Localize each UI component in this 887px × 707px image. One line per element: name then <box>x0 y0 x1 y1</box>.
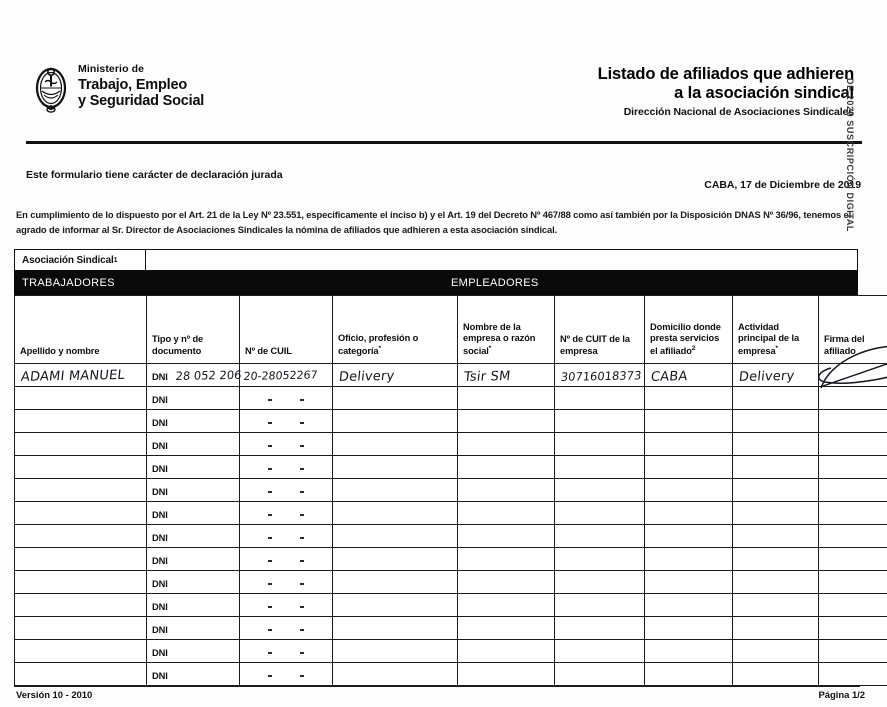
column-header-empresa <box>458 296 555 364</box>
column-header-firma <box>819 296 887 364</box>
column-header-label: Nº de CUIT de la empresa <box>560 334 630 356</box>
cuil-separator-marks <box>240 606 332 608</box>
cell-domicilio[interactable] <box>645 548 733 571</box>
cell-actividad[interactable] <box>733 410 819 433</box>
ministry-line-1: Ministerio de <box>78 63 145 76</box>
cell-firma[interactable] <box>819 594 887 617</box>
cell-firma[interactable] <box>819 640 887 663</box>
column-header-label: Nº de CUIL <box>245 345 292 356</box>
table-row <box>15 617 887 640</box>
cuil-separator-marks <box>240 422 332 424</box>
handwritten-empresa: Tsir SM <box>463 368 512 385</box>
cuil-separator-marks <box>240 583 332 585</box>
column-header-cuit <box>555 296 645 364</box>
document-type-prefix: DNI <box>152 395 168 405</box>
table-row <box>15 433 887 456</box>
argentina-coat-of-arms-icon <box>33 60 69 114</box>
table-row <box>15 525 887 548</box>
footer-version: Versión 10 - 2010 <box>16 690 93 701</box>
cell-cuil[interactable] <box>240 617 333 640</box>
column-header-label: Nombre de la empresa o razón social <box>463 321 536 356</box>
cell-domicilio[interactable] <box>645 433 733 456</box>
handwritten-apellido_nombre: ADAMI MANUEL <box>20 367 126 385</box>
handwritten-cuil: 20-28052267 <box>243 368 319 383</box>
cell-actividad[interactable] <box>733 640 819 663</box>
document-type-prefix: DNI <box>152 602 168 612</box>
cell-tipo_documento[interactable] <box>147 571 240 594</box>
header-divider <box>26 141 862 144</box>
cell-empresa[interactable] <box>458 617 555 640</box>
cell-actividad[interactable] <box>733 456 819 479</box>
cell-domicilio[interactable] <box>645 364 733 387</box>
cell-apellido_nombre[interactable] <box>15 594 147 617</box>
cell-domicilio[interactable] <box>645 571 733 594</box>
cell-domicilio[interactable] <box>645 640 733 663</box>
cell-oficio[interactable] <box>333 433 458 456</box>
cell-empresa[interactable] <box>458 525 555 548</box>
cell-cuit[interactable] <box>555 571 645 594</box>
cell-tipo_documento[interactable] <box>147 617 240 640</box>
cell-actividad[interactable] <box>733 387 819 410</box>
column-header-apellido_nombre <box>15 296 147 364</box>
cell-apellido_nombre[interactable] <box>15 525 147 548</box>
cell-firma[interactable] <box>819 502 887 525</box>
ministry-logo-block <box>33 60 204 114</box>
cell-actividad[interactable] <box>733 548 819 571</box>
cell-cuil[interactable] <box>240 502 333 525</box>
column-header-footnote: * <box>488 344 492 352</box>
cell-oficio[interactable] <box>333 479 458 502</box>
table-row <box>15 663 887 686</box>
cell-empresa[interactable] <box>458 456 555 479</box>
cell-firma[interactable] <box>819 571 887 594</box>
cell-domicilio[interactable] <box>645 502 733 525</box>
cell-oficio[interactable] <box>333 571 458 594</box>
cell-oficio[interactable] <box>333 617 458 640</box>
cuil-separator-marks <box>240 399 332 401</box>
cuil-separator-marks <box>240 491 332 493</box>
document-type-prefix: DNI <box>152 579 168 589</box>
cell-domicilio[interactable] <box>645 594 733 617</box>
cell-cuit[interactable] <box>555 525 645 548</box>
cell-apellido_nombre[interactable] <box>15 502 147 525</box>
affiliates-table <box>14 295 887 686</box>
table-row <box>15 502 887 525</box>
cell-oficio[interactable] <box>333 410 458 433</box>
column-header-label: Actividad principal de la empresa <box>738 321 800 356</box>
footer-divider <box>14 685 860 687</box>
cell-tipo_documento[interactable] <box>147 364 243 387</box>
cell-tipo_documento[interactable] <box>147 548 240 571</box>
cell-oficio[interactable] <box>333 502 458 525</box>
cell-apellido_nombre[interactable] <box>15 364 147 387</box>
cell-apellido_nombre[interactable] <box>15 387 147 410</box>
cell-cuil[interactable] <box>240 479 333 502</box>
cell-tipo_documento[interactable] <box>147 663 240 686</box>
cell-oficio[interactable] <box>333 663 458 686</box>
document-type-prefix: DNI <box>152 372 168 382</box>
cell-cuit[interactable] <box>555 364 645 387</box>
association-label-text: Asociación Sindical <box>22 254 114 266</box>
column-header-label: Domicilio donde presta servicios el afiliado <box>650 321 721 356</box>
column-header-oficio <box>333 296 458 364</box>
cell-firma[interactable] <box>819 663 887 686</box>
cell-domicilio[interactable] <box>645 663 733 686</box>
cuil-separator-marks <box>240 514 332 516</box>
cell-empresa[interactable] <box>458 502 555 525</box>
cell-empresa[interactable] <box>458 594 555 617</box>
cell-domicilio[interactable] <box>645 387 733 410</box>
cell-domicilio[interactable] <box>645 525 733 548</box>
ministry-line-2: Trabajo, Empleo <box>78 76 187 93</box>
cell-empresa[interactable] <box>458 387 555 410</box>
cell-cuil[interactable] <box>240 640 333 663</box>
cell-actividad[interactable] <box>733 617 819 640</box>
cell-empresa[interactable] <box>458 571 555 594</box>
cell-actividad[interactable] <box>733 594 819 617</box>
cell-actividad[interactable] <box>733 364 819 387</box>
document-type-prefix: DNI <box>152 441 168 451</box>
cell-cuit[interactable] <box>555 410 645 433</box>
cell-firma[interactable] <box>819 617 887 640</box>
document-title-block <box>598 65 854 118</box>
column-header-label: Tipo y nº de documento <box>152 334 204 356</box>
table-row <box>15 479 887 502</box>
page-title-line-1: Listado de afiliados que adhieren <box>597 65 854 83</box>
cell-empresa[interactable] <box>458 640 555 663</box>
cell-firma[interactable] <box>819 433 887 456</box>
column-header-cuil <box>240 296 333 364</box>
cell-cuil[interactable] <box>240 433 333 456</box>
cuil-separator-marks <box>240 537 332 539</box>
cell-cuil[interactable] <box>240 571 333 594</box>
cell-tipo_documento[interactable] <box>147 525 240 548</box>
table-row <box>15 594 887 617</box>
cell-empresa[interactable] <box>458 410 555 433</box>
cell-actividad[interactable] <box>733 525 819 548</box>
cuil-separator-marks <box>240 629 332 631</box>
cell-cuit[interactable] <box>555 479 645 502</box>
cell-cuit[interactable] <box>555 617 645 640</box>
cuil-separator-marks <box>240 468 332 470</box>
table-row <box>15 387 887 410</box>
cell-empresa[interactable] <box>458 548 555 571</box>
cell-actividad[interactable] <box>733 479 819 502</box>
cell-apellido_nombre[interactable] <box>15 617 147 640</box>
cell-apellido_nombre[interactable] <box>15 571 147 594</box>
cell-cuil[interactable] <box>240 364 333 387</box>
column-header-domicilio <box>645 296 733 364</box>
cell-firma[interactable] <box>819 364 887 387</box>
association-name-input[interactable] <box>146 250 857 270</box>
document-type-prefix: DNI <box>152 625 168 635</box>
cell-cuit[interactable] <box>555 502 645 525</box>
cell-oficio[interactable] <box>333 387 458 410</box>
cell-firma[interactable] <box>819 387 887 410</box>
declaration-note: Este formulario tiene carácter de declaración jurada <box>26 169 283 181</box>
place-and-date: CABA, 17 de Diciembre de 2019 <box>704 179 861 191</box>
cell-oficio[interactable] <box>333 640 458 663</box>
side-margin-stamp: DE 2020 SUSCRIPCIÓN DIGITAL <box>844 77 855 233</box>
cell-actividad[interactable] <box>733 502 819 525</box>
table-header-row <box>15 296 887 364</box>
cell-tipo_documento[interactable] <box>147 594 240 617</box>
cell-apellido_nombre[interactable] <box>15 456 147 479</box>
document-type-prefix: DNI <box>152 487 168 497</box>
column-header-label: Oficio, profesión o categoría <box>338 333 419 356</box>
cell-oficio[interactable] <box>333 548 458 571</box>
cell-cuit[interactable] <box>555 387 645 410</box>
table-row <box>15 548 887 571</box>
cell-tipo_documento[interactable] <box>147 456 240 479</box>
association-field-row <box>14 249 858 271</box>
cell-cuit[interactable] <box>555 548 645 571</box>
table-body <box>15 364 887 686</box>
cell-cuit[interactable] <box>555 663 645 686</box>
table-row <box>15 571 887 594</box>
band-label-workers: TRABAJADORES <box>22 277 115 289</box>
cell-cuil[interactable] <box>240 594 333 617</box>
cell-oficio[interactable] <box>333 594 458 617</box>
cell-empresa[interactable] <box>458 479 555 502</box>
cell-firma[interactable] <box>819 525 887 548</box>
cell-cuil[interactable] <box>240 456 333 479</box>
cell-actividad[interactable] <box>733 663 819 686</box>
table-row <box>15 456 887 479</box>
cuil-separator-marks <box>240 560 332 562</box>
cell-firma[interactable] <box>819 479 887 502</box>
cell-tipo_documento[interactable] <box>147 640 240 663</box>
cell-empresa[interactable] <box>458 364 555 387</box>
column-header-footnote: * <box>775 344 778 352</box>
cell-cuil[interactable] <box>240 663 333 686</box>
column-header-label: Firma del afiliado <box>824 334 865 356</box>
column-header-tipo_documento <box>147 296 240 364</box>
cell-oficio[interactable] <box>333 525 458 548</box>
cell-apellido_nombre[interactable] <box>15 479 147 502</box>
cell-tipo_documento[interactable] <box>147 502 240 525</box>
handwritten-oficio: Delivery <box>338 368 396 385</box>
cell-oficio[interactable] <box>333 364 458 387</box>
cell-firma[interactable] <box>819 548 887 571</box>
cell-firma[interactable] <box>819 456 887 479</box>
table-row <box>15 640 887 663</box>
cell-firma[interactable] <box>819 410 887 433</box>
document-type-prefix: DNI <box>152 556 168 566</box>
footer-page-number: Página 1/2 <box>818 690 865 701</box>
column-header-footnote: * <box>378 344 381 352</box>
cuil-separator-marks <box>240 652 332 654</box>
cell-apellido_nombre[interactable] <box>15 663 147 686</box>
cell-cuit[interactable] <box>555 640 645 663</box>
cell-tipo_documento[interactable] <box>147 387 240 410</box>
document-type-prefix: DNI <box>152 418 168 428</box>
document-type-prefix: DNI <box>152 510 168 520</box>
cell-domicilio[interactable] <box>645 456 733 479</box>
document-header <box>0 55 887 150</box>
document-type-prefix: DNI <box>152 648 168 658</box>
cell-cuil[interactable] <box>240 548 333 571</box>
handwritten-document-number: 28 052 206 <box>175 367 243 383</box>
cell-oficio[interactable] <box>333 456 458 479</box>
association-field-label <box>15 250 146 270</box>
cell-apellido_nombre[interactable] <box>15 548 147 571</box>
table-row <box>15 364 887 387</box>
column-header-footnote: 2 <box>691 344 696 352</box>
cell-cuit[interactable] <box>555 594 645 617</box>
association-label-footnote: 1 <box>113 256 118 264</box>
cell-cuil[interactable] <box>240 387 333 410</box>
cell-tipo_documento[interactable] <box>147 410 240 433</box>
cell-actividad[interactable] <box>733 433 819 456</box>
handwritten-domicilio: CABA <box>650 369 689 385</box>
document-type-prefix: DNI <box>152 464 168 474</box>
ministry-name <box>78 64 204 109</box>
page-subtitle: Dirección Nacional de Asociaciones Sindicales <box>623 106 854 119</box>
column-header-label: Apellido y nombre <box>20 345 100 356</box>
cell-cuil[interactable] <box>240 525 333 548</box>
section-band <box>14 271 858 295</box>
cell-tipo_documento[interactable] <box>147 433 240 456</box>
cell-cuit[interactable] <box>555 456 645 479</box>
handwritten-actividad: Delivery <box>738 368 796 385</box>
band-label-employers: EMPLEADORES <box>451 277 539 289</box>
cell-actividad[interactable] <box>733 571 819 594</box>
ministry-line-3: y Seguridad Social <box>78 93 205 110</box>
cell-empresa[interactable] <box>458 663 555 686</box>
cell-apellido_nombre[interactable] <box>15 640 147 663</box>
cell-apellido_nombre[interactable] <box>15 433 147 456</box>
column-header-actividad <box>733 296 819 364</box>
cuil-separator-marks <box>240 445 332 447</box>
table-row <box>15 410 887 433</box>
document-type-prefix: DNI <box>152 533 168 543</box>
declaration-body: En cumplimiento de lo dispuesto por el Art. 21 de la Ley Nº 23.551, especificamente el inciso b) y el Art. 19 del Decreto Nº 467/88 como así también por la Disposición DNAS Nº 36/96, tenemos el agrado de informar al Sr. Director de Asociaciones Sindicales la nómina de afiliados que adhieren a esta asociación sindical. <box>16 209 852 236</box>
cell-domicilio[interactable] <box>645 479 733 502</box>
cell-apellido_nombre[interactable] <box>15 410 147 433</box>
cell-empresa[interactable] <box>458 433 555 456</box>
handwritten-cuit: 30716018373 <box>560 368 643 384</box>
document-type-prefix: DNI <box>152 671 168 681</box>
page-title-line-2: a la asociación sindical <box>674 84 854 103</box>
cuil-separator-marks <box>240 675 332 677</box>
cell-domicilio[interactable] <box>645 617 733 640</box>
cell-domicilio[interactable] <box>645 410 733 433</box>
cell-cuit[interactable] <box>555 433 645 456</box>
cell-cuil[interactable] <box>240 410 333 433</box>
cell-tipo_documento[interactable] <box>147 479 240 502</box>
